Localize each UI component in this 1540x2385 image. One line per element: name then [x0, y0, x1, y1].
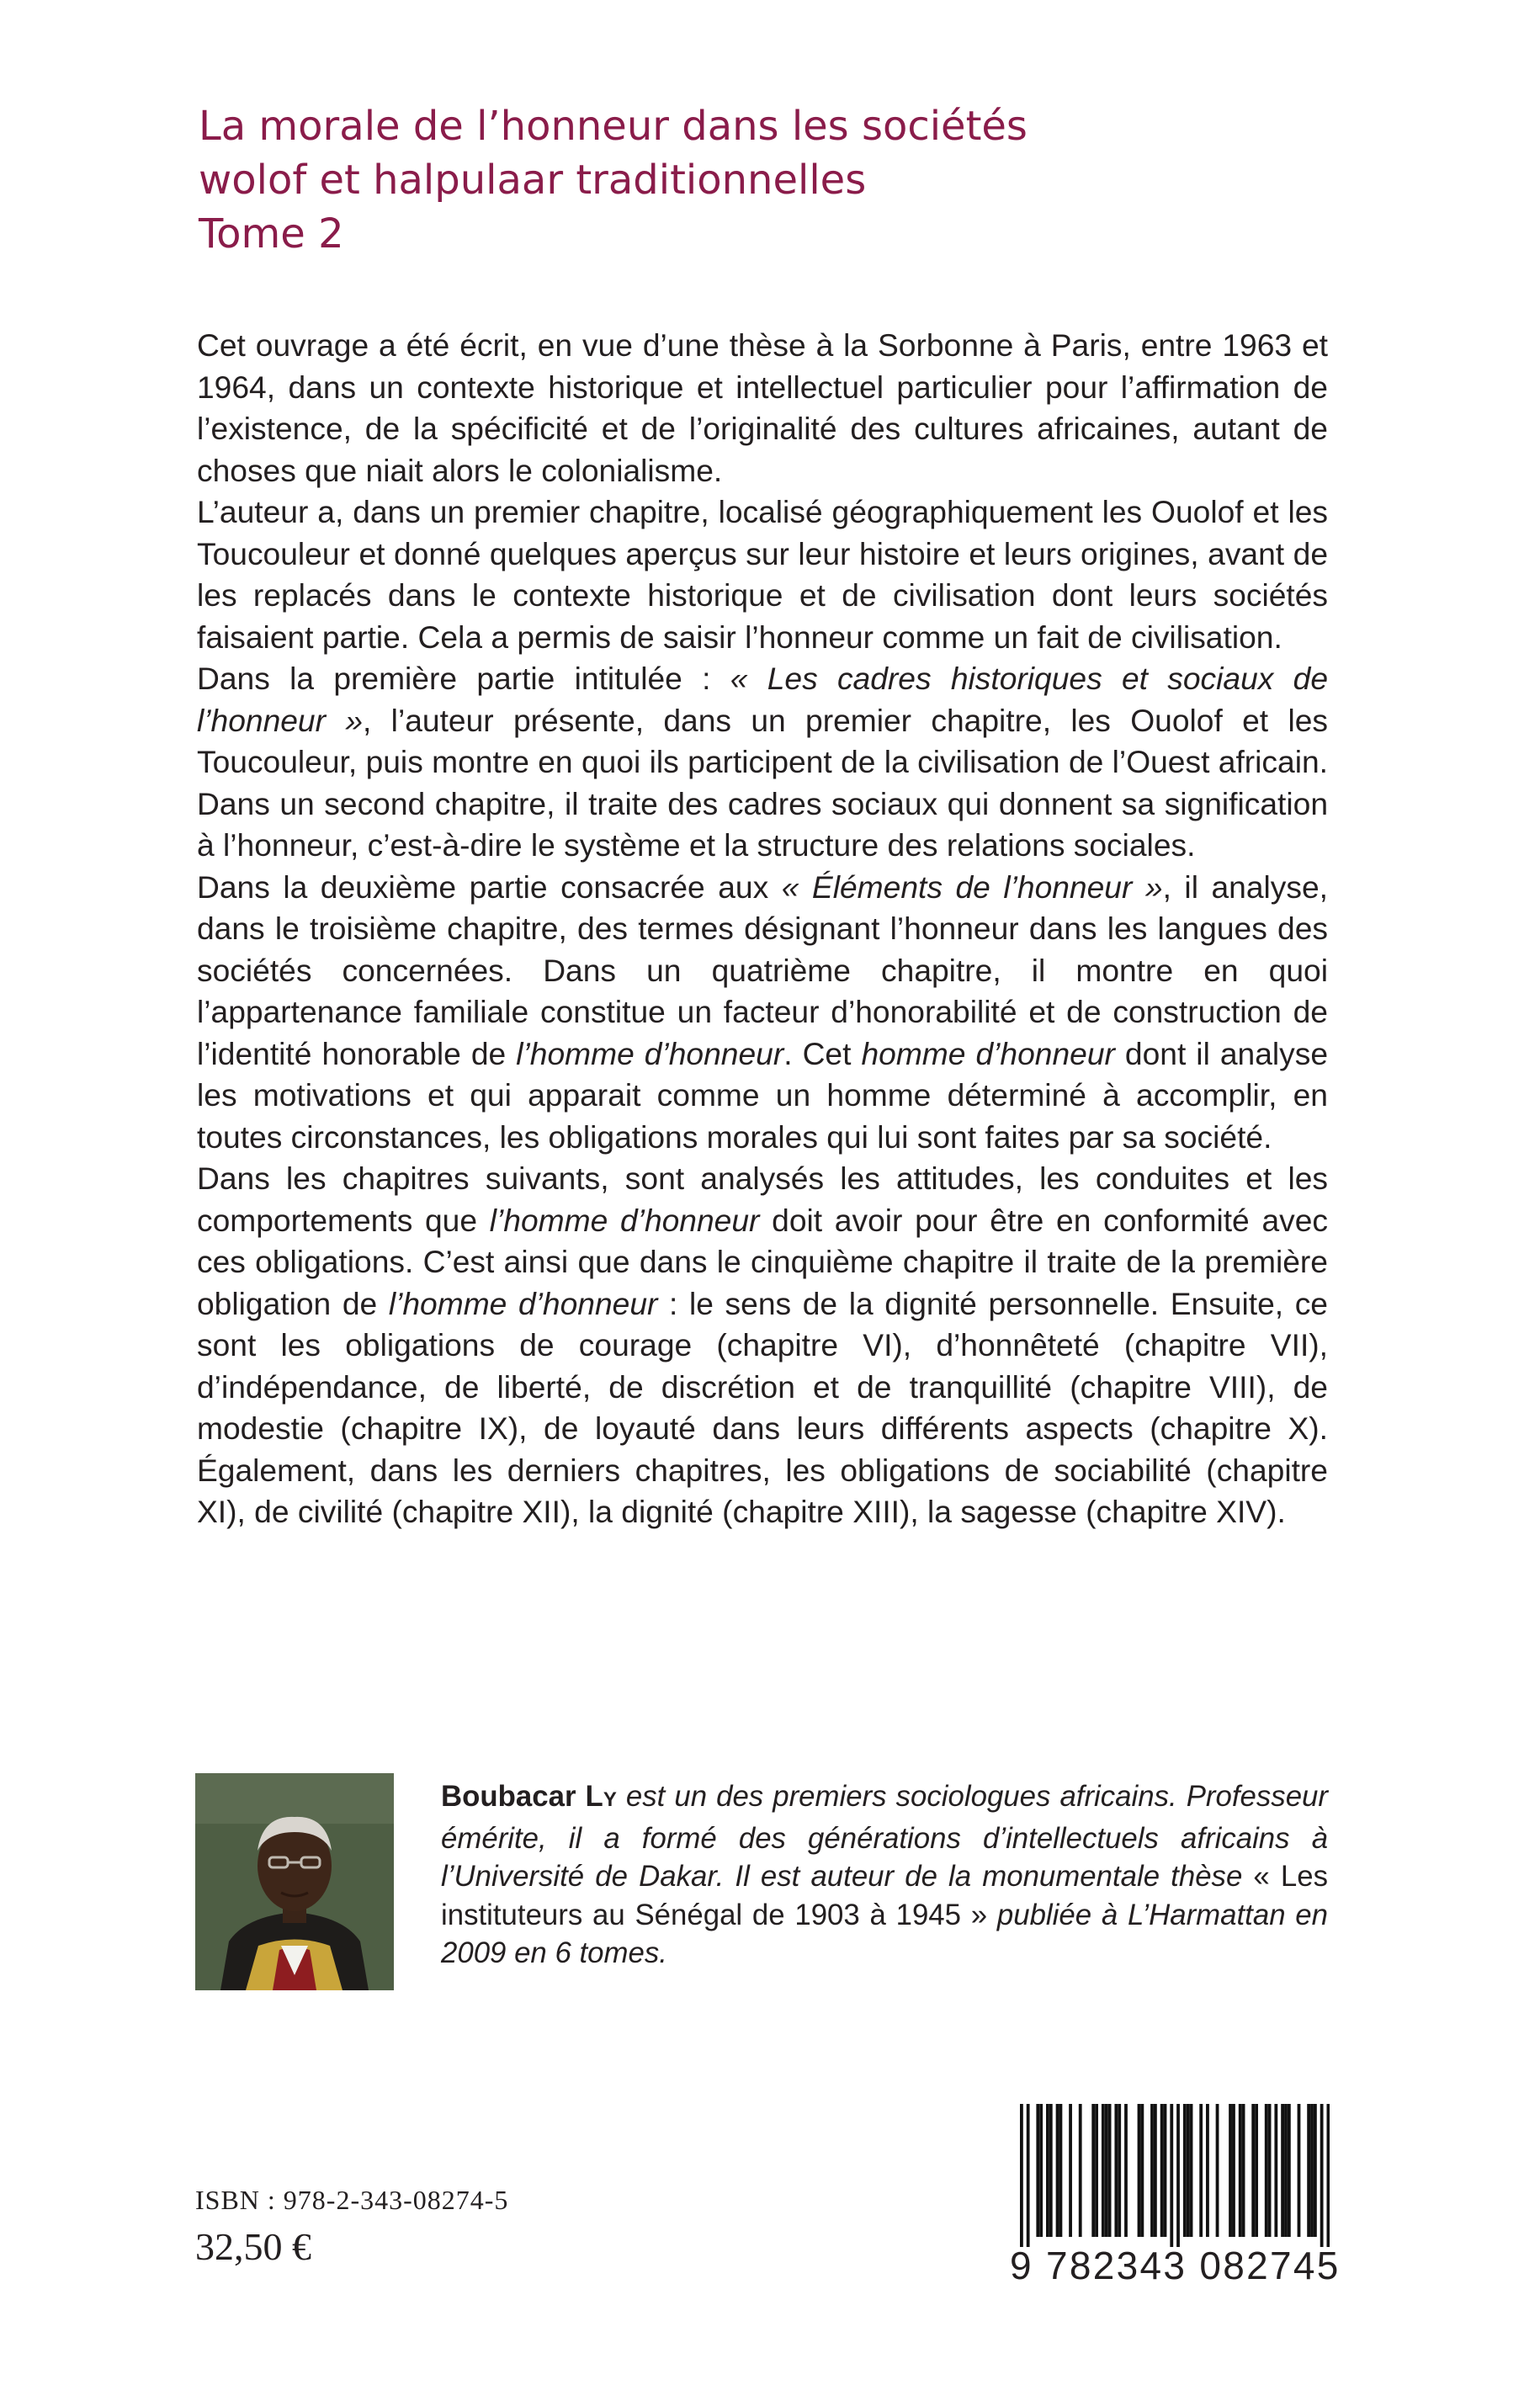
barcode-bar	[1027, 2104, 1030, 2247]
barcode-bar	[1281, 2104, 1284, 2237]
barcode-bars	[1010, 2104, 1330, 2247]
barcode-bar	[1187, 2104, 1190, 2237]
barcode-bar	[1268, 2104, 1272, 2237]
barcode-bar	[1307, 2104, 1310, 2237]
back-cover-summary	[197, 325, 1328, 1533]
summary-italic-text: l’homme d’honneur	[388, 1285, 658, 1321]
barcode-bar	[1183, 2104, 1187, 2237]
author-last-name-initial: L	[585, 1780, 603, 1813]
author-bio-text-2: publiée à L’Harmattan en 2009 en 6 tomes.	[441, 1898, 1328, 1970]
barcode-bar	[1049, 2104, 1053, 2237]
barcode-bar	[1274, 2104, 1277, 2237]
barcode-bar	[1288, 2104, 1291, 2237]
barcode-bar	[1314, 2104, 1317, 2237]
barcode-bar	[1199, 2104, 1203, 2237]
barcode-bar	[1164, 2104, 1167, 2237]
barcode-bar	[1069, 2104, 1072, 2237]
author-bio	[441, 1777, 1328, 1973]
summary-text: Cet ouvrage a été écrit, en vue d’une thèse à la Sorbonne à Paris, entre 1963 et 1964, dans un contexte historique et intellectuel particulier pour l’affirmation de l’existence, de la spécificité et de l’originalité des cultures africaines, autant de choses que niait alors le colonialisme.	[197, 327, 1328, 488]
barcode-bar	[1229, 2104, 1232, 2237]
barcode	[1010, 2104, 1341, 2287]
barcode-bar	[1140, 2104, 1144, 2237]
barcode-bar	[1310, 2104, 1314, 2237]
author-bio-text-1: est un des premiers sociologues africains. Professeur émérite, il a formé des générations d’intellectuels africains à l’Université de Dakar. Il est auteur de la monumentale thèse	[441, 1780, 1328, 1894]
summary-text: L’auteur a, dans un premier chapitre, localisé géographiquement les Ouolof et les Toucouleur et donné quelques aperçus sur leur histoire et leurs origines, avant de les replacés dans le contexte historique et de civilisation dont leurs sociétés faisaient partie. Cela a permis de saisir l’honneur comme un fait de civilisation.	[197, 494, 1328, 655]
barcode-bar	[1095, 2104, 1098, 2237]
barcode-bar	[1105, 2104, 1108, 2237]
barcode-bar	[1239, 2104, 1242, 2237]
summary-paragraph	[197, 325, 1328, 491]
barcode-bar	[1059, 2104, 1063, 2237]
barcode-bar	[1056, 2104, 1059, 2237]
barcode-bar	[1206, 2104, 1209, 2237]
barcode-bar	[1298, 2104, 1301, 2237]
barcode-bar	[1039, 2104, 1043, 2237]
author-photo	[195, 1773, 394, 1990]
barcode-bar	[1079, 2104, 1082, 2237]
isbn: ISBN : 978-2-343-08274-5	[195, 2185, 509, 2215]
summary-paragraph	[197, 491, 1328, 658]
barcode-bar	[1102, 2104, 1105, 2237]
barcode-bar	[1216, 2104, 1219, 2237]
summary-paragraph	[197, 658, 1328, 867]
summary-italic-text: l’homme d’honneur	[489, 1202, 760, 1238]
summary-text: dont il analyse les motivations et qui apparait comme un homme déterminé à accomplir, en toutes circonstances, les obligations morales qui lui sont faites par sa société.	[197, 1035, 1329, 1155]
author-last-name-rest: Y	[603, 1788, 617, 1811]
barcode-bar	[1190, 2104, 1193, 2237]
barcode-bar	[1138, 2104, 1141, 2237]
barcode-bar	[1255, 2104, 1258, 2237]
barcode-bar	[1284, 2104, 1288, 2237]
barcode-bar	[1046, 2104, 1049, 2237]
barcode-bar	[1320, 2104, 1324, 2247]
title-line-1: La morale de l’honneur dans les sociétés	[199, 103, 1028, 150]
barcode-bar	[1118, 2104, 1121, 2237]
barcode-bar	[1265, 2104, 1268, 2237]
summary-text: Dans la première partie intitulée :	[197, 661, 730, 696]
author-first-name: Boubacar	[441, 1780, 586, 1813]
summary-text: , il analyse, dans le troisième chapitre, des termes désignant l’honneur dans les langues des sociétés concernées. Dans un quatrième chapitre, il montre en quoi l’appartenance familiale constitue un facteur d’honorabilité et de construction de l’identité honorable de	[197, 868, 1328, 1071]
summary-italic-text: « Éléments de l’honneur »	[781, 868, 1163, 905]
summary-italic-text: l’homme d’honneur	[516, 1035, 784, 1071]
barcode-bar	[1114, 2104, 1118, 2237]
thesis-title: « Les instituteurs au Sénégal de 1903 à 1945 »	[441, 1860, 1328, 1931]
summary-text: : le sens de la dignité personnelle. Ensuite, ce sont les obligations de courage (chapitre VI), d’honnêteté (chapitre VII), d’indépendance, de liberté, de discrétion et de tranquillité (chapitre VIII), de modestie (chapitre IX), de loyauté dans leurs différents aspects (chapitre X). Également, dans les derniers chapitres, les obligations de sociabilité (chapitre XI), de civilité (chapitre XII), la dignité (chapitre XIII), la sagesse (chapitre XIV).	[197, 1285, 1328, 1529]
barcode-bar	[1091, 2104, 1095, 2237]
barcode-bar	[1020, 2104, 1023, 2247]
summary-text: Dans les chapitres suivants, sont analysés les attitudes, les conduites et les comportements que	[197, 1161, 1328, 1238]
barcode-digits: 9 782343 082745	[1010, 2244, 1341, 2287]
barcode-bar	[1154, 2104, 1157, 2237]
summary-text: doit avoir pour être en conformité avec ces obligations. C’est ainsi que dans le cinquième chapitre il traite de la première obligation de	[197, 1202, 1328, 1321]
price: 32,50 €	[195, 2225, 311, 2268]
summary-paragraph	[197, 1158, 1328, 1533]
barcode-bar	[1176, 2104, 1180, 2247]
barcode-bar	[1124, 2104, 1128, 2237]
barcode-bar	[1108, 2104, 1112, 2237]
summary-paragraph	[197, 867, 1328, 1159]
summary-text: , l’auteur présente, dans un premier chapitre, les Ouolof et les Toucouleur, puis montre en quoi ils participent de la civilisation de l’Ouest africain. Dans un second chapitre, il traite des cadres sociaux qui donnent sa signification à l’honneur, c’est-à-dire le système et la structure des relations sociales.	[197, 702, 1328, 863]
barcode-bar	[1251, 2104, 1255, 2237]
summary-italic-text: « Les cadres historiques et sociaux de l’honneur »	[197, 661, 1328, 738]
book-title	[199, 99, 1377, 261]
barcode-bar	[1036, 2104, 1039, 2237]
barcode-bar	[1326, 2104, 1330, 2247]
title-volume: Tome 2	[199, 210, 344, 258]
title-line-2: wolof et halpulaar traditionnelles	[199, 157, 867, 204]
barcode-bar	[1150, 2104, 1154, 2237]
summary-text: Dans la deuxième partie consacrée aux	[197, 868, 782, 905]
barcode-bar	[1170, 2104, 1173, 2247]
barcode-bar	[1160, 2104, 1164, 2237]
barcode-bar	[1232, 2104, 1235, 2237]
summary-italic-text: homme d’honneur	[861, 1035, 1115, 1071]
summary-text: . Cet	[783, 1035, 862, 1071]
barcode-bar	[1242, 2104, 1245, 2237]
